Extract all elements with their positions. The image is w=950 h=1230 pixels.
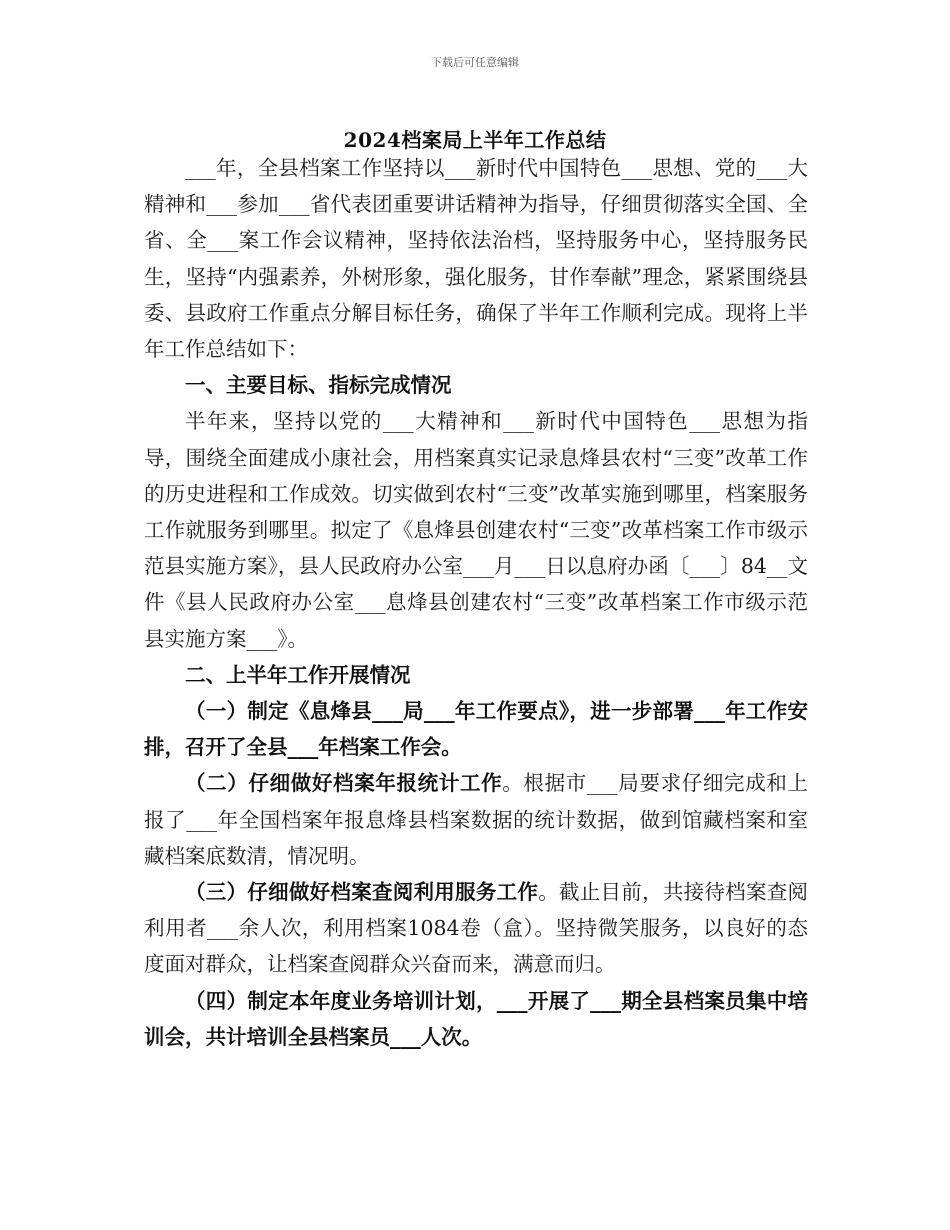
- document-body: [144, 150, 808, 1055]
- item-3-paragraph: [144, 874, 808, 983]
- item-1-paragraph: （一）制定《息烽县___局___年工作要点》，进一步部署___年工作安排，召开了全县___年档案工作会。: [144, 699, 808, 760]
- intro-paragraph: ___年，全县档案工作坚持以___新时代中国特色___思想、党的___大精神和___参加___省代表团重要讲话精神为指导，仔细贯彻落实全国、全省、全___案工作会议精神，坚持依法治档，坚持服务中心，坚持服务民生，坚持“内强素养，外树形象，强化服务，甘作奉献”理念，紧紧围绕县委、县政府工作重点分解目标任务，确保了半年工作顺利完成。现将上半年工作总结如下：: [144, 156, 808, 362]
- item-2-lead: （二）仔细做好档案年报统计工作: [185, 771, 503, 796]
- item-3-text: 。截止目前，共接待档案查阅利用者___余人次，利用档案1084卷（盒）。坚持微笑服务，以良好的态度面对群众，让档案查阅群众兴奋而来，满意而归。: [144, 880, 809, 977]
- section-1-paragraph: 半年来，坚持以党的___大精神和___新时代中国特色___思想为指导，围绕全面建成小康社会，用档案真实记录息烽县农村“三变”改革工作的历史进程和工作成效。切实做到农村“三变”改革实施到哪里，档案服务工作就服务到哪里。拟定了《息烽县创建农村“三变”改革档案工作市级示范县实施方案》，县人民政府办公室___月___日以息府办函〔___〕84__文件《县人民政府办公室___息烽县创建农村“三变”改革档案工作市级示范县实施方案___》。: [144, 409, 808, 651]
- section-heading-2: 二、上半年工作开展情况: [185, 662, 411, 687]
- section-heading-1: 一、主要目标、指标完成情况: [185, 373, 452, 398]
- item-4-paragraph: （四）制定本年度业务培训计划，___开展了___期全县档案员集中培训会，共计培训全县档案员___人次。: [144, 988, 808, 1049]
- item-2-paragraph: [144, 765, 808, 874]
- document-title: 2024档案局上半年工作总结: [343, 128, 607, 152]
- item-2-text: 。根据市___局要求仔细完成和上报了___年全国档案年报息烽县档案数据的统计数据，做到馆藏档案和室藏档案底数清，情况明。: [144, 771, 809, 868]
- item-3-lead: （三）仔细做好档案查阅利用服务工作: [185, 880, 539, 905]
- page-header-note: 下载后可任意编辑: [431, 56, 519, 69]
